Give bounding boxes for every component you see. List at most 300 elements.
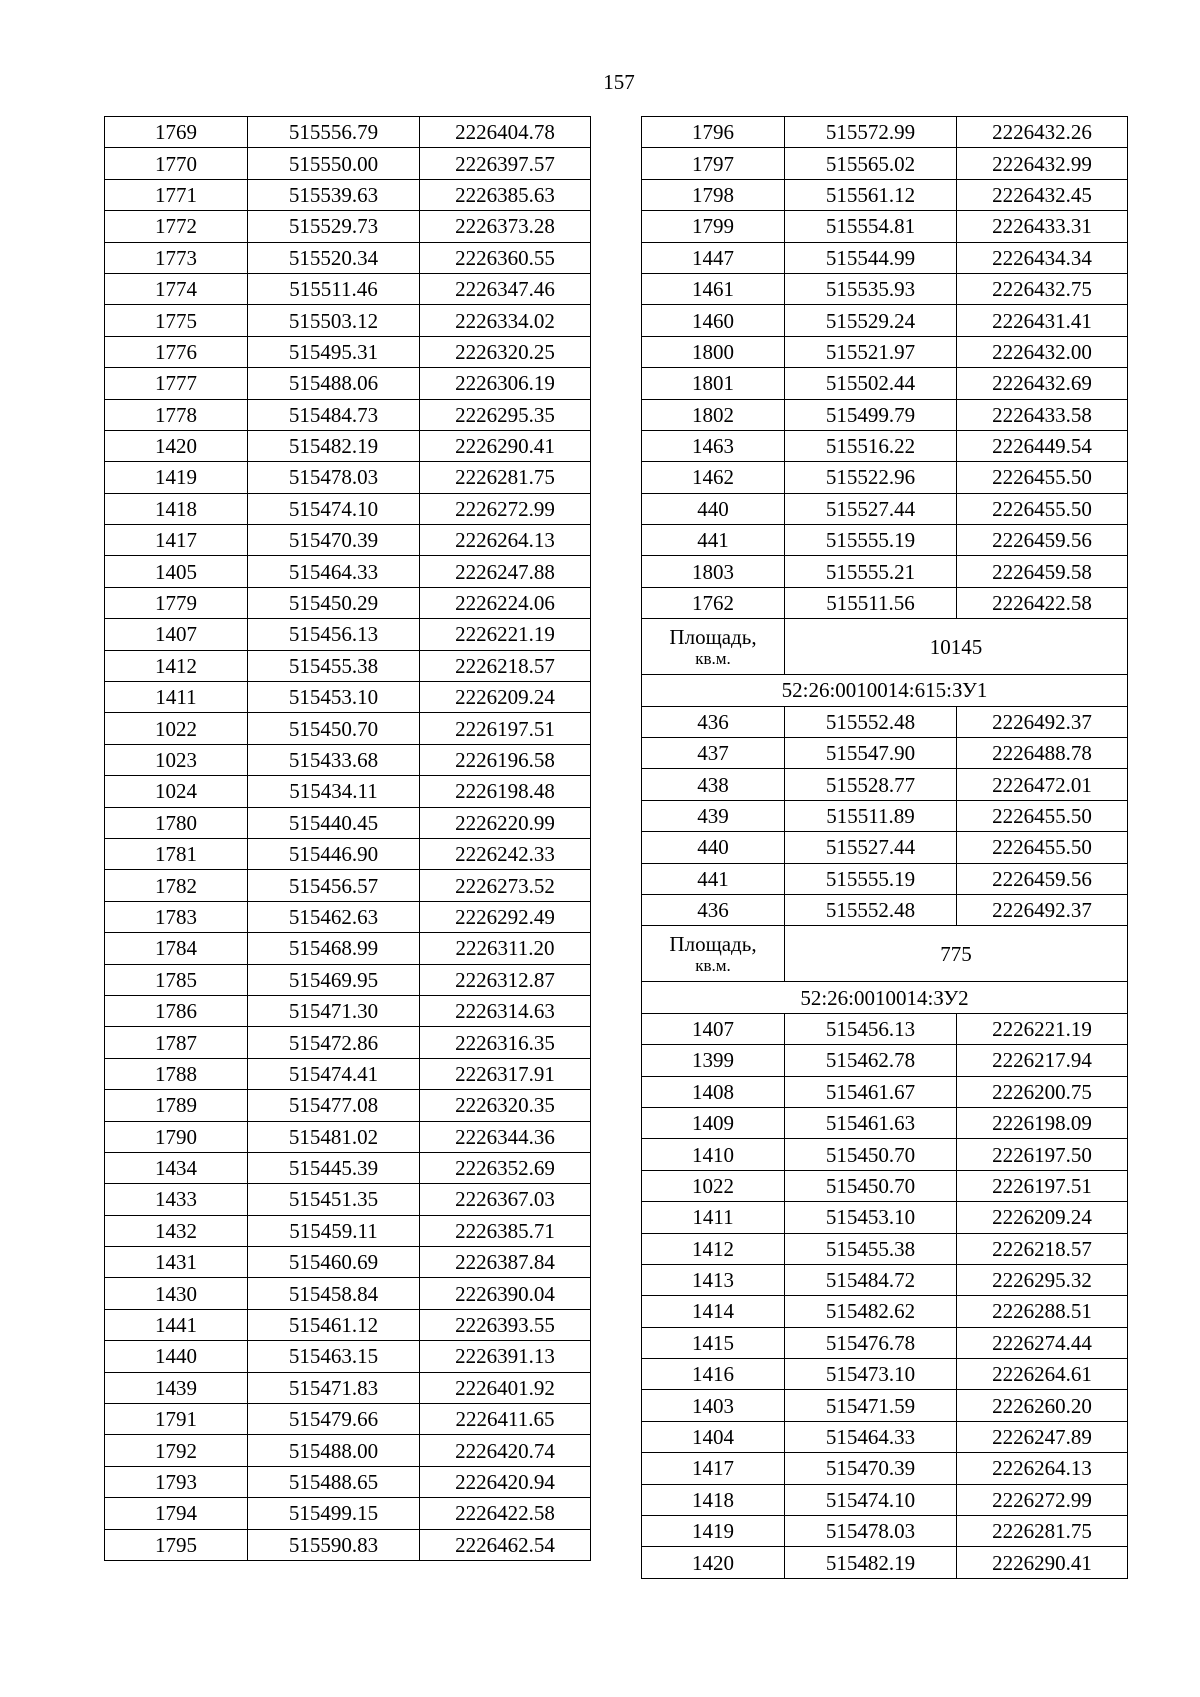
point-number-cell: 1762 — [642, 587, 785, 618]
y-coordinate-cell: 2226352.69 — [420, 1152, 591, 1183]
point-number-cell: 1798 — [642, 179, 785, 210]
point-number-cell: 1795 — [105, 1529, 248, 1560]
x-coordinate-cell: 515555.19 — [785, 863, 957, 894]
table-row — [642, 738, 1128, 769]
y-coordinate-cell: 2226217.94 — [957, 1045, 1128, 1076]
x-coordinate-cell: 515511.89 — [785, 800, 957, 831]
table-row — [642, 211, 1128, 242]
x-coordinate-cell: 515554.81 — [785, 211, 957, 242]
x-coordinate-cell: 515470.39 — [785, 1453, 957, 1484]
y-coordinate-cell: 2226218.57 — [420, 650, 591, 681]
x-coordinate-cell: 515556.79 — [248, 117, 420, 148]
table-row — [105, 242, 591, 273]
table-row — [642, 1013, 1128, 1044]
x-coordinate-cell: 515539.63 — [248, 179, 420, 210]
table-row — [105, 964, 591, 995]
table-row — [642, 894, 1128, 925]
table-row — [642, 1359, 1128, 1390]
x-coordinate-cell: 515488.06 — [248, 368, 420, 399]
table-row — [105, 1466, 591, 1497]
point-number-cell: 1407 — [642, 1013, 785, 1044]
y-coordinate-cell: 2226264.13 — [420, 525, 591, 556]
parcel-cadastral-number: 52:26:0010014:615:ЗУ1 — [642, 675, 1128, 706]
point-number-cell: 1412 — [105, 650, 248, 681]
x-coordinate-cell: 515446.90 — [248, 838, 420, 869]
x-coordinate-cell: 515476.78 — [785, 1327, 957, 1358]
point-number-cell: 1441 — [105, 1309, 248, 1340]
x-coordinate-cell: 515470.39 — [248, 525, 420, 556]
y-coordinate-cell: 2226462.54 — [420, 1529, 591, 1560]
table-row — [105, 1247, 591, 1278]
point-number-cell: 1784 — [105, 933, 248, 964]
y-coordinate-cell: 2226449.54 — [957, 430, 1128, 461]
y-coordinate-cell: 2226432.00 — [957, 336, 1128, 367]
y-coordinate-cell: 2226432.99 — [957, 148, 1128, 179]
table-row — [105, 807, 591, 838]
table-row — [642, 462, 1128, 493]
x-coordinate-cell: 515555.21 — [785, 556, 957, 587]
table-row — [642, 1516, 1128, 1547]
coordinates-table-right — [641, 116, 1128, 1579]
table-row — [642, 336, 1128, 367]
table-row — [105, 462, 591, 493]
table-row — [642, 1264, 1128, 1295]
table-row — [105, 1309, 591, 1340]
table-row — [105, 744, 591, 775]
point-number-cell: 1407 — [105, 619, 248, 650]
y-coordinate-cell: 2226411.65 — [420, 1404, 591, 1435]
point-number-cell: 1414 — [642, 1296, 785, 1327]
table-row — [642, 1107, 1128, 1138]
point-number-cell: 1802 — [642, 399, 785, 430]
table-row — [105, 1529, 591, 1560]
y-coordinate-cell: 2226431.41 — [957, 305, 1128, 336]
x-coordinate-cell: 515474.10 — [248, 493, 420, 524]
area-unit-label: кв.м. — [695, 648, 731, 668]
point-number-cell: 1801 — [642, 368, 785, 399]
y-coordinate-cell: 2226488.78 — [957, 738, 1128, 769]
y-coordinate-cell: 2226397.57 — [420, 148, 591, 179]
point-number-cell: 1800 — [642, 336, 785, 367]
point-number-cell: 438 — [642, 769, 785, 800]
table-row — [642, 399, 1128, 430]
point-number-cell: 1447 — [642, 242, 785, 273]
table-row — [105, 117, 591, 148]
x-coordinate-cell: 515529.24 — [785, 305, 957, 336]
x-coordinate-cell: 515520.34 — [248, 242, 420, 273]
point-number-cell: 1796 — [642, 117, 785, 148]
y-coordinate-cell: 2226209.24 — [957, 1202, 1128, 1233]
point-number-cell: 1793 — [105, 1466, 248, 1497]
x-coordinate-cell: 515550.00 — [248, 148, 420, 179]
coordinates-table-right-body — [642, 117, 1128, 1579]
table-row — [105, 305, 591, 336]
point-number-cell: 1779 — [105, 587, 248, 618]
point-number-cell: 1777 — [105, 368, 248, 399]
x-coordinate-cell: 515521.97 — [785, 336, 957, 367]
point-number-cell: 1412 — [642, 1233, 785, 1264]
area-label: Площадь, — [669, 624, 757, 649]
point-number-cell: 1420 — [642, 1547, 785, 1578]
table-row — [642, 242, 1128, 273]
y-coordinate-cell: 2226311.20 — [420, 933, 591, 964]
table-row — [105, 1027, 591, 1058]
y-coordinate-cell: 2226391.13 — [420, 1341, 591, 1372]
y-coordinate-cell: 2226197.51 — [957, 1170, 1128, 1201]
point-number-cell: 1439 — [105, 1372, 248, 1403]
y-coordinate-cell: 2226320.25 — [420, 336, 591, 367]
point-number-cell: 1778 — [105, 399, 248, 430]
y-coordinate-cell: 2226272.99 — [420, 493, 591, 524]
table-row — [105, 1121, 591, 1152]
table-row — [642, 493, 1128, 524]
coordinates-table-left-body — [105, 117, 591, 1561]
x-coordinate-cell: 515478.03 — [248, 462, 420, 493]
x-coordinate-cell: 515528.77 — [785, 769, 957, 800]
x-coordinate-cell: 515482.19 — [248, 430, 420, 461]
table-row — [105, 933, 591, 964]
point-number-cell: 1774 — [105, 273, 248, 304]
y-coordinate-cell: 2226260.20 — [957, 1390, 1128, 1421]
x-coordinate-cell: 515552.48 — [785, 706, 957, 737]
x-coordinate-cell: 515469.95 — [248, 964, 420, 995]
point-number-cell: 436 — [642, 894, 785, 925]
point-number-cell: 1776 — [105, 336, 248, 367]
table-row — [105, 1184, 591, 1215]
x-coordinate-cell: 515450.70 — [785, 1170, 957, 1201]
y-coordinate-cell: 2226422.58 — [420, 1498, 591, 1529]
table-row — [642, 148, 1128, 179]
table-row — [105, 148, 591, 179]
point-number-cell: 1775 — [105, 305, 248, 336]
x-coordinate-cell: 515547.90 — [785, 738, 957, 769]
point-number-cell: 1408 — [642, 1076, 785, 1107]
point-number-cell: 439 — [642, 800, 785, 831]
y-coordinate-cell: 2226316.35 — [420, 1027, 591, 1058]
point-number-cell: 436 — [642, 706, 785, 737]
table-row — [642, 273, 1128, 304]
table-row — [642, 1453, 1128, 1484]
x-coordinate-cell: 515455.38 — [248, 650, 420, 681]
x-coordinate-cell: 515484.72 — [785, 1264, 957, 1295]
y-coordinate-cell: 2226492.37 — [957, 894, 1128, 925]
x-coordinate-cell: 515572.99 — [785, 117, 957, 148]
point-number-cell: 1405 — [105, 556, 248, 587]
table-row — [642, 1139, 1128, 1170]
table-row — [105, 1341, 591, 1372]
x-coordinate-cell: 515478.03 — [785, 1516, 957, 1547]
y-coordinate-cell: 2226459.58 — [957, 556, 1128, 587]
table-row — [105, 901, 591, 932]
table-row — [105, 1278, 591, 1309]
x-coordinate-cell: 515450.29 — [248, 587, 420, 618]
table-row — [105, 179, 591, 210]
table-row — [105, 556, 591, 587]
point-number-cell: 1430 — [105, 1278, 248, 1309]
point-number-cell: 440 — [642, 493, 785, 524]
point-number-cell: 1417 — [105, 525, 248, 556]
table-row — [642, 117, 1128, 148]
point-number-cell: 1420 — [105, 430, 248, 461]
x-coordinate-cell: 515440.45 — [248, 807, 420, 838]
point-number-cell: 1417 — [642, 1453, 785, 1484]
point-number-cell: 440 — [642, 832, 785, 863]
y-coordinate-cell: 2226220.99 — [420, 807, 591, 838]
area-row — [642, 619, 1128, 675]
y-coordinate-cell: 2226334.02 — [420, 305, 591, 336]
point-number-cell: 1411 — [642, 1202, 785, 1233]
y-coordinate-cell: 2226455.50 — [957, 493, 1128, 524]
y-coordinate-cell: 2226455.50 — [957, 800, 1128, 831]
point-number-cell: 1463 — [642, 430, 785, 461]
table-row — [642, 1202, 1128, 1233]
table-row — [105, 1435, 591, 1466]
y-coordinate-cell: 2226264.61 — [957, 1359, 1128, 1390]
y-coordinate-cell: 2226393.55 — [420, 1309, 591, 1340]
area-label-cell — [642, 926, 785, 982]
y-coordinate-cell: 2226295.32 — [957, 1264, 1128, 1295]
table-row — [642, 305, 1128, 336]
point-number-cell: 1794 — [105, 1498, 248, 1529]
y-coordinate-cell: 2226264.13 — [957, 1453, 1128, 1484]
y-coordinate-cell: 2226385.71 — [420, 1215, 591, 1246]
y-coordinate-cell: 2226247.88 — [420, 556, 591, 587]
table-row — [642, 556, 1128, 587]
x-coordinate-cell: 515445.39 — [248, 1152, 420, 1183]
point-number-cell: 1410 — [642, 1139, 785, 1170]
table-row — [642, 1233, 1128, 1264]
x-coordinate-cell: 515484.73 — [248, 399, 420, 430]
table-row — [642, 1327, 1128, 1358]
table-row — [642, 1076, 1128, 1107]
y-coordinate-cell: 2226455.50 — [957, 832, 1128, 863]
y-coordinate-cell: 2226432.26 — [957, 117, 1128, 148]
y-coordinate-cell: 2226288.51 — [957, 1296, 1128, 1327]
x-coordinate-cell: 515464.33 — [785, 1421, 957, 1452]
table-row — [105, 1090, 591, 1121]
table-row — [105, 211, 591, 242]
y-coordinate-cell: 2226420.94 — [420, 1466, 591, 1497]
x-coordinate-cell: 515456.13 — [248, 619, 420, 650]
table-row — [642, 863, 1128, 894]
y-coordinate-cell: 2226433.31 — [957, 211, 1128, 242]
point-number-cell: 1788 — [105, 1058, 248, 1089]
point-number-cell: 1431 — [105, 1247, 248, 1278]
x-coordinate-cell: 515456.57 — [248, 870, 420, 901]
y-coordinate-cell: 2226360.55 — [420, 242, 591, 273]
y-coordinate-cell: 2226347.46 — [420, 273, 591, 304]
table-row — [105, 430, 591, 461]
point-number-cell: 437 — [642, 738, 785, 769]
x-coordinate-cell: 515482.62 — [785, 1296, 957, 1327]
point-number-cell: 1434 — [105, 1152, 248, 1183]
y-coordinate-cell: 2226320.35 — [420, 1090, 591, 1121]
table-row — [642, 1045, 1128, 1076]
y-coordinate-cell: 2226295.35 — [420, 399, 591, 430]
y-coordinate-cell: 2226492.37 — [957, 706, 1128, 737]
parcel-header-row — [642, 675, 1128, 706]
table-row — [105, 838, 591, 869]
point-number-cell: 1803 — [642, 556, 785, 587]
point-number-cell: 1780 — [105, 807, 248, 838]
y-coordinate-cell: 2226200.75 — [957, 1076, 1128, 1107]
point-number-cell: 1769 — [105, 117, 248, 148]
table-row — [105, 587, 591, 618]
x-coordinate-cell: 515471.59 — [785, 1390, 957, 1421]
x-coordinate-cell: 515488.00 — [248, 1435, 420, 1466]
table-row — [105, 776, 591, 807]
x-coordinate-cell: 515516.22 — [785, 430, 957, 461]
y-coordinate-cell: 2226401.92 — [420, 1372, 591, 1403]
x-coordinate-cell: 515552.48 — [785, 894, 957, 925]
y-coordinate-cell: 2226434.34 — [957, 242, 1128, 273]
y-coordinate-cell: 2226422.58 — [957, 587, 1128, 618]
y-coordinate-cell: 2226312.87 — [420, 964, 591, 995]
table-row — [642, 179, 1128, 210]
x-coordinate-cell: 515461.63 — [785, 1107, 957, 1138]
y-coordinate-cell: 2226433.58 — [957, 399, 1128, 430]
area-value: 775 — [785, 926, 1128, 982]
x-coordinate-cell: 515471.30 — [248, 995, 420, 1026]
point-number-cell: 1399 — [642, 1045, 785, 1076]
x-coordinate-cell: 515488.65 — [248, 1466, 420, 1497]
x-coordinate-cell: 515459.11 — [248, 1215, 420, 1246]
x-coordinate-cell: 515482.19 — [785, 1547, 957, 1578]
area-label: Площадь, — [669, 931, 757, 956]
point-number-cell: 1461 — [642, 273, 785, 304]
y-coordinate-cell: 2226367.03 — [420, 1184, 591, 1215]
x-coordinate-cell: 515472.86 — [248, 1027, 420, 1058]
point-number-cell: 1782 — [105, 870, 248, 901]
table-row — [105, 1058, 591, 1089]
y-coordinate-cell: 2226459.56 — [957, 863, 1128, 894]
x-coordinate-cell: 515502.44 — [785, 368, 957, 399]
coordinates-table-left — [104, 116, 591, 1561]
table-row — [642, 1421, 1128, 1452]
point-number-cell: 1771 — [105, 179, 248, 210]
x-coordinate-cell: 515464.33 — [248, 556, 420, 587]
parcel-header-row — [642, 982, 1128, 1013]
y-coordinate-cell: 2226197.51 — [420, 713, 591, 744]
x-coordinate-cell: 515544.99 — [785, 242, 957, 273]
y-coordinate-cell: 2226197.50 — [957, 1139, 1128, 1170]
y-coordinate-cell: 2226198.48 — [420, 776, 591, 807]
x-coordinate-cell: 515527.44 — [785, 832, 957, 863]
y-coordinate-cell: 2226209.24 — [420, 682, 591, 713]
point-number-cell: 1792 — [105, 1435, 248, 1466]
y-coordinate-cell: 2226218.57 — [957, 1233, 1128, 1264]
table-row — [105, 399, 591, 430]
table-row — [105, 368, 591, 399]
x-coordinate-cell: 515460.69 — [248, 1247, 420, 1278]
point-number-cell: 1789 — [105, 1090, 248, 1121]
x-coordinate-cell: 515456.13 — [785, 1013, 957, 1044]
point-number-cell: 1786 — [105, 995, 248, 1026]
point-number-cell: 1770 — [105, 148, 248, 179]
x-coordinate-cell: 515479.66 — [248, 1404, 420, 1435]
x-coordinate-cell: 515451.35 — [248, 1184, 420, 1215]
point-number-cell: 1403 — [642, 1390, 785, 1421]
x-coordinate-cell: 515463.15 — [248, 1341, 420, 1372]
y-coordinate-cell: 2226432.69 — [957, 368, 1128, 399]
y-coordinate-cell: 2226387.84 — [420, 1247, 591, 1278]
x-coordinate-cell: 515555.19 — [785, 525, 957, 556]
y-coordinate-cell: 2226242.33 — [420, 838, 591, 869]
x-coordinate-cell: 515471.83 — [248, 1372, 420, 1403]
table-row — [105, 650, 591, 681]
y-coordinate-cell: 2226221.19 — [957, 1013, 1128, 1044]
x-coordinate-cell: 515461.67 — [785, 1076, 957, 1107]
x-coordinate-cell: 515535.93 — [785, 273, 957, 304]
point-number-cell: 1797 — [642, 148, 785, 179]
point-number-cell: 1404 — [642, 1421, 785, 1452]
table-row — [105, 336, 591, 367]
table-row — [642, 587, 1128, 618]
y-coordinate-cell: 2226432.75 — [957, 273, 1128, 304]
table-row — [105, 525, 591, 556]
point-number-cell: 1409 — [642, 1107, 785, 1138]
y-coordinate-cell: 2226314.63 — [420, 995, 591, 1026]
point-number-cell: 1432 — [105, 1215, 248, 1246]
table-row — [642, 1547, 1128, 1578]
point-number-cell: 441 — [642, 525, 785, 556]
y-coordinate-cell: 2226306.19 — [420, 368, 591, 399]
point-number-cell: 1440 — [105, 1341, 248, 1372]
y-coordinate-cell: 2226385.63 — [420, 179, 591, 210]
x-coordinate-cell: 515511.46 — [248, 273, 420, 304]
x-coordinate-cell: 515529.73 — [248, 211, 420, 242]
x-coordinate-cell: 515481.02 — [248, 1121, 420, 1152]
x-coordinate-cell: 515455.38 — [785, 1233, 957, 1264]
table-row — [105, 1498, 591, 1529]
point-number-cell: 1419 — [642, 1516, 785, 1547]
table-row — [105, 995, 591, 1026]
point-number-cell: 1413 — [642, 1264, 785, 1295]
point-number-cell: 1419 — [105, 462, 248, 493]
point-number-cell: 1418 — [642, 1484, 785, 1515]
x-coordinate-cell: 515503.12 — [248, 305, 420, 336]
y-coordinate-cell: 2226221.19 — [420, 619, 591, 650]
table-row — [105, 870, 591, 901]
y-coordinate-cell: 2226292.49 — [420, 901, 591, 932]
point-number-cell: 1411 — [105, 682, 248, 713]
table-row — [105, 1215, 591, 1246]
table-row — [642, 832, 1128, 863]
page-number: 157 — [603, 70, 635, 94]
table-row — [105, 1404, 591, 1435]
x-coordinate-cell: 515453.10 — [785, 1202, 957, 1233]
x-coordinate-cell: 515434.11 — [248, 776, 420, 807]
table-row — [642, 1170, 1128, 1201]
x-coordinate-cell: 515461.12 — [248, 1309, 420, 1340]
y-coordinate-cell: 2226432.45 — [957, 179, 1128, 210]
table-row — [642, 368, 1128, 399]
parcel-cadastral-number: 52:26:0010014:ЗУ2 — [642, 982, 1128, 1013]
table-row — [642, 1390, 1128, 1421]
area-row — [642, 926, 1128, 982]
table-row — [642, 525, 1128, 556]
point-number-cell: 1790 — [105, 1121, 248, 1152]
x-coordinate-cell: 515458.84 — [248, 1278, 420, 1309]
table-row — [642, 800, 1128, 831]
y-coordinate-cell: 2226224.06 — [420, 587, 591, 618]
y-coordinate-cell: 2226373.28 — [420, 211, 591, 242]
x-coordinate-cell: 515468.99 — [248, 933, 420, 964]
point-number-cell: 1415 — [642, 1327, 785, 1358]
x-coordinate-cell: 515453.10 — [248, 682, 420, 713]
y-coordinate-cell: 2226390.04 — [420, 1278, 591, 1309]
table-row — [642, 1296, 1128, 1327]
